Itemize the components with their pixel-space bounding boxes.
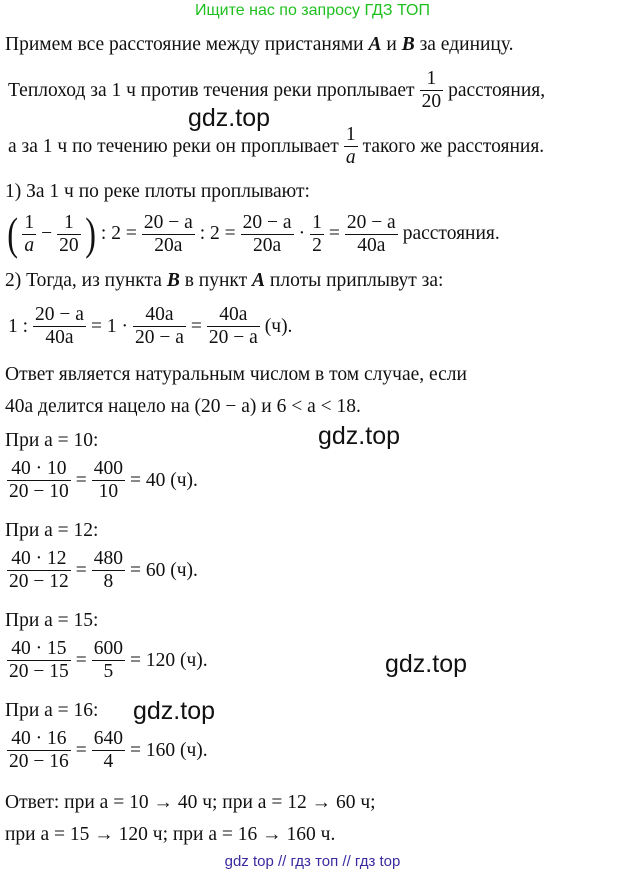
step2-formula: 1 : $\frac{20 - a}{40a}$ = 1 · $\frac{40a}{20 - a}$ = $\frac{40a}{20 - a}$ (ч). bbox=[8, 304, 293, 348]
final-answer-1: Ответ: при a = 10 → 40 ч; при a = 12 → 60 ч; bbox=[5, 792, 376, 813]
case-label: При a = 16: bbox=[5, 700, 99, 721]
fraction: $\frac{1}{20}$ bbox=[421, 68, 442, 112]
case-formula: $\frac{40 \cdot 15}{20 - 15}$ = $\frac{600}{5}$ = 120 (ч). bbox=[9, 638, 208, 682]
watermark: gdz.top bbox=[318, 422, 401, 450]
case-label: При a = 12: bbox=[5, 520, 99, 541]
footer-banner: gdz top // гдз топ // гдз top bbox=[224, 853, 401, 870]
answer-condition-1: Ответ является натуральным числом в том случае, если bbox=[5, 364, 467, 385]
step1-formula: ( $\frac{1}{a}$ − $\frac{1}{20}$ ) : 2 = $\frac{20 - a}{20a}$ : 2 = $\frac{20 - a}{20a}$ · $\frac{1}{2}$ = $\frac{20 - a}{40a}$ расстояния. bbox=[7, 208, 500, 259]
intro-line-2: Теплоход за 1 ч против течения реки проплывает $\frac{1}{20}$ расстояния, bbox=[8, 68, 546, 112]
case-formula: $\frac{40 \cdot 16}{20 - 16}$ = $\frac{640}{4}$ = 160 (ч). bbox=[9, 728, 208, 772]
watermark: gdz.top bbox=[133, 697, 216, 725]
watermark: gdz.top bbox=[385, 650, 468, 678]
case-formula: $\frac{40 \cdot 10}{20 - 10}$ = $\frac{400}{10}$ = 40 (ч). bbox=[9, 458, 198, 502]
case-label: При a = 15: bbox=[5, 610, 99, 631]
case-formula: $\frac{40 \cdot 12}{20 - 12}$ = $\frac{480}{8}$ = 60 (ч). bbox=[9, 548, 198, 592]
final-answer-2: при a = 15 → 120 ч; при a = 16 → 160 ч. bbox=[5, 824, 336, 845]
watermark: gdz.top bbox=[188, 104, 271, 132]
step2-title: 2) Тогда, из пункта B в пункт A плоты приплывут за: bbox=[5, 270, 444, 291]
header-banner: Ищите нас по запросу ГДЗ ТОП bbox=[195, 2, 430, 19]
fraction: $\frac{1}{a}$ bbox=[345, 124, 356, 168]
case-label: При a = 10: bbox=[5, 430, 99, 451]
intro-line-1: Примем все расстояние между пристанями A и B за единицу. bbox=[5, 34, 514, 55]
step1-title: 1) За 1 ч по реке плоты проплывают: bbox=[5, 181, 310, 202]
answer-condition-2: 40a делится нацело на (20 − a) и 6 < a < 18. bbox=[5, 396, 361, 417]
intro-line-3: а за 1 ч по течению реки он проплывает $\frac{1}{a}$ такого же расстояния. bbox=[8, 124, 545, 168]
